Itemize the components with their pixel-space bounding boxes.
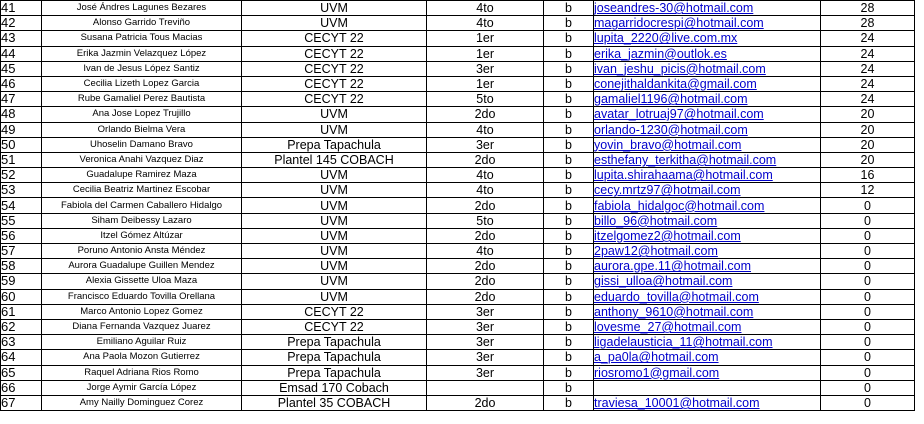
email-cell[interactable] [594, 319, 821, 334]
email-cell[interactable] [594, 289, 821, 304]
student-name-cell[interactable]: Ivan de Jesus López Santiz [42, 61, 242, 76]
score-cell[interactable]: 24 [821, 61, 915, 76]
school-cell[interactable]: Prepa Tapachula [242, 335, 427, 350]
student-name-cell[interactable]: Rube Gamaliel Perez Bautista [42, 92, 242, 107]
row-number-cell[interactable]: 44 [1, 46, 42, 61]
school-cell[interactable]: UVM [242, 168, 427, 183]
group-cell[interactable]: b [544, 107, 594, 122]
grade-cell[interactable]: 2do [427, 107, 544, 122]
school-cell[interactable]: UVM [242, 289, 427, 304]
email-link[interactable]: itzelgomez2@hotmail.com [594, 228, 741, 243]
row-number-cell[interactable]: 43 [1, 31, 42, 46]
row-number-cell[interactable]: 64 [1, 350, 42, 365]
group-cell[interactable]: b [544, 61, 594, 76]
email-link[interactable]: lupita.shirahaama@hotmail.com [594, 168, 773, 183]
grade-cell[interactable]: 2do [427, 395, 544, 410]
table-row [1, 244, 915, 259]
email-link[interactable]: lovesme_27@hotmail.com [594, 320, 742, 335]
email-cell[interactable] [594, 76, 821, 91]
email-cell[interactable] [594, 274, 821, 289]
group-cell[interactable]: b [544, 1, 594, 16]
email-link[interactable]: traviesa_10001@hotmail.com [594, 395, 760, 410]
email-link[interactable]: cecy.mrtz97@hotmail.com [594, 183, 741, 198]
email-link[interactable]: a_pa0la@hotmail.com [594, 350, 719, 365]
school-cell[interactable]: UVM [242, 259, 427, 274]
score-cell[interactable]: 24 [821, 46, 915, 61]
grade-cell[interactable]: 5to [427, 213, 544, 228]
grade-cell[interactable]: 1er [427, 76, 544, 91]
group-cell[interactable]: b [544, 335, 594, 350]
email-link[interactable]: conejithaldankita@gmail.com [594, 77, 757, 92]
email-link[interactable]: magarridocrespi@hotmail.com [594, 16, 764, 31]
email-link[interactable]: gissi_ulloa@hotmail.com [594, 274, 733, 289]
grade-cell[interactable]: 3er [427, 61, 544, 76]
group-cell[interactable]: b [544, 274, 594, 289]
grade-cell[interactable]: 4to [427, 183, 544, 198]
email-link[interactable]: yovin_bravo@hotmail.com [594, 137, 742, 152]
score-cell[interactable]: 0 [821, 350, 915, 365]
row-number-cell[interactable]: 56 [1, 228, 42, 243]
email-link[interactable]: erika_jazmin@outlok.es [594, 46, 727, 61]
student-name-cell[interactable]: Itzel Gómez Altúzar [42, 228, 242, 243]
score-cell[interactable]: 28 [821, 16, 915, 31]
score-cell[interactable]: 0 [821, 213, 915, 228]
email-cell[interactable] [594, 183, 821, 198]
score-cell[interactable]: 0 [821, 244, 915, 259]
grade-cell[interactable]: 4to [427, 168, 544, 183]
table-row [1, 76, 915, 91]
grade-cell[interactable]: 2do [427, 289, 544, 304]
score-cell[interactable]: 0 [821, 380, 915, 395]
group-cell[interactable]: b [544, 16, 594, 31]
grade-cell[interactable] [427, 380, 544, 395]
grade-cell[interactable]: 2do [427, 228, 544, 243]
group-cell[interactable]: b [544, 244, 594, 259]
grade-cell[interactable]: 3er [427, 335, 544, 350]
student-name-cell[interactable]: Orlando Bielma Vera [42, 122, 242, 137]
email-cell[interactable] [594, 152, 821, 167]
group-cell[interactable]: b [544, 46, 594, 61]
email-link[interactable]: 2paw12@hotmail.com [594, 244, 718, 259]
email-link[interactable]: anthony_9610@hotmail.com [594, 304, 754, 319]
grade-cell[interactable]: 4to [427, 1, 544, 16]
student-name-cell[interactable]: Francisco Eduardo Tovilla Orellana [42, 289, 242, 304]
grade-cell[interactable]: 1er [427, 31, 544, 46]
row-number-cell[interactable]: 61 [1, 304, 42, 319]
table-row [1, 319, 915, 334]
table-row [1, 365, 915, 380]
school-cell[interactable]: Prepa Tapachula [242, 365, 427, 380]
grade-cell[interactable]: 3er [427, 137, 544, 152]
school-cell[interactable]: CECYT 22 [242, 46, 427, 61]
row-number-cell[interactable]: 41 [1, 1, 42, 16]
group-cell[interactable]: b [544, 92, 594, 107]
table-row [1, 228, 915, 243]
grade-cell[interactable]: 3er [427, 319, 544, 334]
table-row [1, 168, 915, 183]
school-cell[interactable]: UVM [242, 274, 427, 289]
score-cell[interactable]: 0 [821, 274, 915, 289]
row-number-cell[interactable]: 42 [1, 16, 42, 31]
email-link[interactable]: billo_96@hotmail.com [594, 213, 718, 228]
table-row [1, 122, 915, 137]
group-cell[interactable]: b [544, 319, 594, 334]
table-row [1, 31, 915, 46]
email-cell[interactable] [594, 244, 821, 259]
email-link[interactable]: joseandres-30@hotmail.com [594, 1, 754, 16]
score-cell[interactable]: 20 [821, 107, 915, 122]
school-cell[interactable]: Emsad 170 Cobach [242, 380, 427, 395]
group-cell[interactable]: b [544, 228, 594, 243]
group-cell[interactable]: b [544, 350, 594, 365]
school-cell[interactable]: CECYT 22 [242, 319, 427, 334]
table-row [1, 92, 915, 107]
row-number-cell[interactable]: 60 [1, 289, 42, 304]
email-link[interactable]: gamaliel1196@hotmail.com [594, 92, 748, 107]
group-cell[interactable]: b [544, 137, 594, 152]
email-link[interactable]: fabiola_hidalgoc@hotmail.com [594, 198, 765, 213]
group-cell[interactable]: b [544, 259, 594, 274]
school-cell[interactable]: UVM [242, 183, 427, 198]
school-cell[interactable]: Plantel 145 COBACH [242, 152, 427, 167]
score-cell[interactable]: 0 [821, 289, 915, 304]
group-cell[interactable]: b [544, 380, 594, 395]
table-row [1, 274, 915, 289]
student-name-cell[interactable]: Ana Jose Lopez Trujillo [42, 107, 242, 122]
table-row [1, 335, 915, 350]
student-name-cell[interactable]: Amy Nailly Dominguez Corez [42, 395, 242, 410]
score-cell[interactable]: 0 [821, 395, 915, 410]
email-cell[interactable] [594, 16, 821, 31]
school-cell[interactable]: UVM [242, 244, 427, 259]
school-cell[interactable]: Prepa Tapachula [242, 350, 427, 365]
email-cell[interactable] [594, 61, 821, 76]
grade-cell[interactable]: 3er [427, 365, 544, 380]
table-row [1, 137, 915, 152]
student-name-cell[interactable]: Siham Deibessy Lazaro [42, 213, 242, 228]
student-name-cell[interactable]: Raquel Adriana Rios Romo [42, 365, 242, 380]
email-cell[interactable] [594, 365, 821, 380]
row-number-cell[interactable]: 57 [1, 244, 42, 259]
group-cell[interactable]: b [544, 395, 594, 410]
email-cell[interactable] [594, 213, 821, 228]
student-name-cell[interactable]: Diana Fernanda Vazquez Juarez [42, 319, 242, 334]
table-row [1, 61, 915, 76]
row-number-cell[interactable]: 51 [1, 152, 42, 167]
email-cell[interactable] [594, 259, 821, 274]
student-name-cell[interactable]: Alonso Garrido Treviño [42, 16, 242, 31]
score-cell[interactable]: 0 [821, 304, 915, 319]
email-cell[interactable] [594, 92, 821, 107]
score-cell[interactable]: 24 [821, 92, 915, 107]
grade-cell[interactable]: 1er [427, 46, 544, 61]
group-cell[interactable]: b [544, 76, 594, 91]
group-cell[interactable]: b [544, 31, 594, 46]
student-name-cell[interactable]: Alexia Gissette Uloa Maza [42, 274, 242, 289]
student-name-cell[interactable]: Cecilia Beatriz Martinez Escobar [42, 183, 242, 198]
school-cell[interactable]: CECYT 22 [242, 61, 427, 76]
table-row [1, 198, 915, 213]
grade-cell[interactable]: 3er [427, 304, 544, 319]
email-cell[interactable] [594, 395, 821, 410]
email-cell[interactable] [594, 350, 821, 365]
email-cell[interactable] [594, 335, 821, 350]
email-link[interactable]: lupita_2220@live.com.mx [594, 31, 738, 46]
school-cell[interactable]: UVM [242, 198, 427, 213]
table-row [1, 16, 915, 31]
email-link[interactable]: aurora.gpe.11@hotmail.com [594, 259, 751, 274]
group-cell[interactable]: b [544, 122, 594, 137]
student-name-cell[interactable]: José Ándres Lagunes Bezares [42, 1, 242, 16]
email-cell[interactable] [594, 31, 821, 46]
group-cell[interactable]: b [544, 168, 594, 183]
school-cell[interactable]: CECYT 22 [242, 304, 427, 319]
grade-cell[interactable]: 4to [427, 122, 544, 137]
email-cell[interactable] [594, 380, 821, 395]
group-cell[interactable]: b [544, 198, 594, 213]
group-cell[interactable]: b [544, 289, 594, 304]
school-cell[interactable]: Prepa Tapachula [242, 137, 427, 152]
group-cell[interactable]: b [544, 152, 594, 167]
score-cell[interactable]: 0 [821, 335, 915, 350]
student-name-cell[interactable]: Guadalupe Ramirez Maza [42, 168, 242, 183]
email-cell[interactable] [594, 168, 821, 183]
score-cell[interactable]: 0 [821, 228, 915, 243]
score-cell[interactable]: 20 [821, 137, 915, 152]
student-name-cell[interactable]: Emiliano Aguilar Ruiz [42, 335, 242, 350]
row-number-cell[interactable]: 53 [1, 183, 42, 198]
row-number-cell[interactable]: 55 [1, 213, 42, 228]
school-cell[interactable]: Plantel 35 COBACH [242, 395, 427, 410]
email-cell[interactable] [594, 137, 821, 152]
row-number-cell[interactable]: 67 [1, 395, 42, 410]
table-row [1, 259, 915, 274]
row-number-cell[interactable]: 54 [1, 198, 42, 213]
grade-cell[interactable]: 3er [427, 350, 544, 365]
row-number-cell[interactable]: 58 [1, 259, 42, 274]
student-name-cell[interactable]: Veronica Anahi Vazquez Diaz [42, 152, 242, 167]
email-cell[interactable] [594, 228, 821, 243]
row-number-cell[interactable]: 48 [1, 107, 42, 122]
grade-cell[interactable]: 5to [427, 92, 544, 107]
school-cell[interactable]: UVM [242, 122, 427, 137]
score-cell[interactable]: 24 [821, 31, 915, 46]
group-cell[interactable]: b [544, 304, 594, 319]
score-cell[interactable]: 20 [821, 152, 915, 167]
row-number-cell[interactable]: 66 [1, 380, 42, 395]
score-cell[interactable]: 0 [821, 319, 915, 334]
group-cell[interactable]: b [544, 365, 594, 380]
grade-cell[interactable]: 2do [427, 274, 544, 289]
grade-cell[interactable]: 2do [427, 198, 544, 213]
student-name-cell[interactable]: Uhoselin Damano Bravo [42, 137, 242, 152]
email-link[interactable]: ivan_jeshu_picis@hotmail.com [594, 61, 766, 76]
table-row [1, 380, 915, 395]
score-cell[interactable]: 20 [821, 122, 915, 137]
student-name-cell[interactable]: Susana Patricia Tous Macias [42, 31, 242, 46]
score-cell[interactable]: 0 [821, 198, 915, 213]
grade-cell[interactable]: 4to [427, 244, 544, 259]
row-number-cell[interactable]: 65 [1, 365, 42, 380]
email-cell[interactable] [594, 1, 821, 16]
student-name-cell[interactable]: Erika Jazmin Velazquez López [42, 46, 242, 61]
grade-cell[interactable]: 4to [427, 16, 544, 31]
school-cell[interactable]: UVM [242, 1, 427, 16]
table-row [1, 213, 915, 228]
school-cell[interactable]: CECYT 22 [242, 31, 427, 46]
table-row [1, 107, 915, 122]
school-cell[interactable]: UVM [242, 213, 427, 228]
email-cell[interactable] [594, 46, 821, 61]
email-link[interactable]: riosromo1@gmail.com [594, 365, 720, 380]
school-cell[interactable]: CECYT 22 [242, 76, 427, 91]
group-cell[interactable]: b [544, 213, 594, 228]
email-cell[interactable] [594, 122, 821, 137]
table-row [1, 304, 915, 319]
grade-cell[interactable]: 2do [427, 259, 544, 274]
table-row [1, 350, 915, 365]
score-cell[interactable]: 0 [821, 365, 915, 380]
table-row [1, 46, 915, 61]
row-number-cell[interactable]: 49 [1, 122, 42, 137]
school-cell[interactable]: CECYT 22 [242, 92, 427, 107]
email-cell[interactable] [594, 107, 821, 122]
student-name-cell[interactable]: Cecilia Lizeth Lopez Garcia [42, 76, 242, 91]
email-link[interactable]: avatar_lotruaj97@hotmail.com [594, 107, 764, 122]
table-row [1, 289, 915, 304]
school-cell[interactable]: UVM [242, 107, 427, 122]
student-name-cell[interactable]: Fabiola del Carmen Caballero Hidalgo [42, 198, 242, 213]
school-cell[interactable]: UVM [242, 16, 427, 31]
row-number-cell[interactable]: 62 [1, 319, 42, 334]
student-name-cell[interactable]: Marco Antonio Lopez Gomez [42, 304, 242, 319]
group-cell[interactable]: b [544, 183, 594, 198]
score-cell[interactable]: 12 [821, 183, 915, 198]
student-name-cell[interactable]: Poruno Antonio Ansta Méndez [42, 244, 242, 259]
row-number-cell[interactable]: 47 [1, 92, 42, 107]
student-name-cell[interactable]: Ana Paola Mozon Gutierrez [42, 350, 242, 365]
email-link[interactable]: ligadelausticia_11@hotmail.com [594, 335, 773, 350]
row-number-cell[interactable]: 52 [1, 168, 42, 183]
row-number-cell[interactable]: 59 [1, 274, 42, 289]
table-body [1, 1, 915, 411]
email-link[interactable]: orlando-1230@hotmail.com [594, 122, 748, 137]
row-number-cell[interactable]: 45 [1, 61, 42, 76]
student-name-cell[interactable]: Jorge Aymir García López [42, 380, 242, 395]
table-row [1, 1, 915, 16]
score-cell[interactable]: 0 [821, 259, 915, 274]
row-number-cell[interactable]: 46 [1, 76, 42, 91]
email-link[interactable]: eduardo_tovilla@hotmail.com [594, 289, 759, 304]
email-cell[interactable] [594, 198, 821, 213]
student-name-cell[interactable]: Aurora Guadalupe Guillen Mendez [42, 259, 242, 274]
grade-cell[interactable]: 2do [427, 152, 544, 167]
score-cell[interactable]: 24 [821, 76, 915, 91]
row-number-cell[interactable]: 50 [1, 137, 42, 152]
row-number-cell[interactable]: 63 [1, 335, 42, 350]
score-cell[interactable]: 16 [821, 168, 915, 183]
table-row [1, 395, 915, 410]
score-cell[interactable]: 28 [821, 1, 915, 16]
email-cell[interactable] [594, 304, 821, 319]
school-cell[interactable]: UVM [242, 228, 427, 243]
table-row [1, 183, 915, 198]
table-row [1, 152, 915, 167]
email-link[interactable]: esthefany_terkitha@hotmail.com [594, 152, 777, 167]
